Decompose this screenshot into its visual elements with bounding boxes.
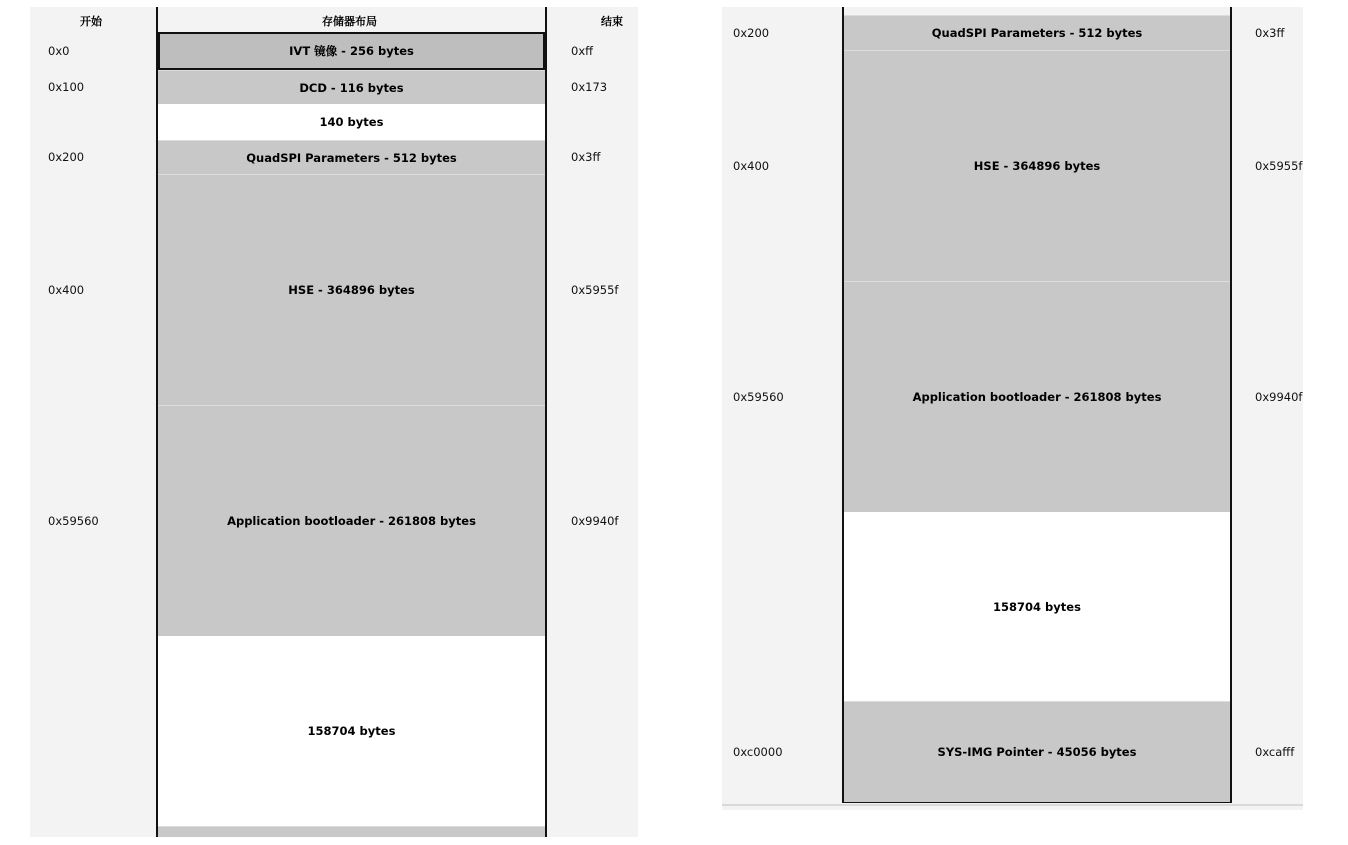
memory-block[interactable]	[844, 701, 1230, 802]
end-address: 0x9940f	[571, 513, 619, 528]
memory-block[interactable]	[158, 174, 545, 405]
memory-block[interactable]	[844, 512, 1230, 701]
header-end: 结束	[601, 15, 623, 28]
end-address: 0x3ff	[571, 150, 601, 164]
memory-block[interactable]	[844, 281, 1230, 512]
start-address: 0x59560	[733, 389, 784, 404]
memory-layout-panel-left	[30, 7, 638, 837]
end-address: 0x5955f	[571, 282, 619, 297]
memory-block-label: DCD - 116 bytes	[299, 80, 404, 95]
memory-block-label: HSE - 364896 bytes	[973, 159, 1101, 173]
memory-block-label: IVT 镜像 - 256 bytes	[289, 44, 414, 58]
start-address: 0x59560	[48, 513, 99, 528]
memory-block-label: QuadSPI Parameters - 512 bytes	[931, 26, 1143, 40]
memory-block-label: HSE - 364896 bytes	[288, 283, 415, 297]
end-address: 0xcafff	[1255, 744, 1295, 759]
start-address: 0x100	[48, 80, 85, 94]
memory-block-column	[842, 7, 1232, 803]
memory-layout-panel-right	[722, 7, 1303, 810]
end-address: 0x5955f	[1255, 158, 1303, 173]
start-address: 0xc0000	[733, 744, 783, 759]
memory-block[interactable]	[158, 826, 545, 837]
memory-block-label: 140 bytes	[319, 115, 384, 129]
panel-bottom-divider	[722, 804, 1303, 806]
memory-block-label: SYS-IMG Pointer - 45056 bytes	[937, 745, 1137, 759]
memory-block-label: Application bootloader - 261808 bytes	[912, 390, 1162, 404]
end-address: 0xff	[571, 44, 594, 58]
memory-block-label: 158704 bytes	[307, 724, 396, 738]
memory-block[interactable]	[158, 104, 545, 140]
memory-block-label: 158704 bytes	[993, 599, 1081, 614]
start-address: 0x200	[733, 25, 770, 40]
memory-block-label: Application bootloader - 261808 bytes	[227, 514, 476, 528]
memory-block[interactable]	[158, 140, 545, 174]
memory-block[interactable]	[158, 636, 545, 826]
header-start: 开始	[80, 15, 102, 28]
end-address: 0x3ff	[1255, 25, 1285, 40]
memory-block[interactable]	[158, 32, 545, 70]
start-address: 0x400	[48, 282, 85, 297]
end-address: 0x9940f	[1255, 389, 1303, 404]
start-address: 0x200	[48, 150, 85, 164]
memory-block-label: QuadSPI Parameters - 512 bytes	[246, 150, 457, 165]
memory-block[interactable]	[844, 50, 1230, 281]
start-address: 0x0	[48, 44, 70, 58]
start-address: 0x400	[733, 158, 770, 173]
memory-block[interactable]	[844, 15, 1230, 50]
end-address: 0x173	[571, 80, 608, 94]
memory-block[interactable]	[158, 405, 545, 636]
header-layout: 存储器布局	[322, 15, 377, 28]
memory-block-column	[156, 7, 547, 837]
memory-block[interactable]	[158, 70, 545, 104]
